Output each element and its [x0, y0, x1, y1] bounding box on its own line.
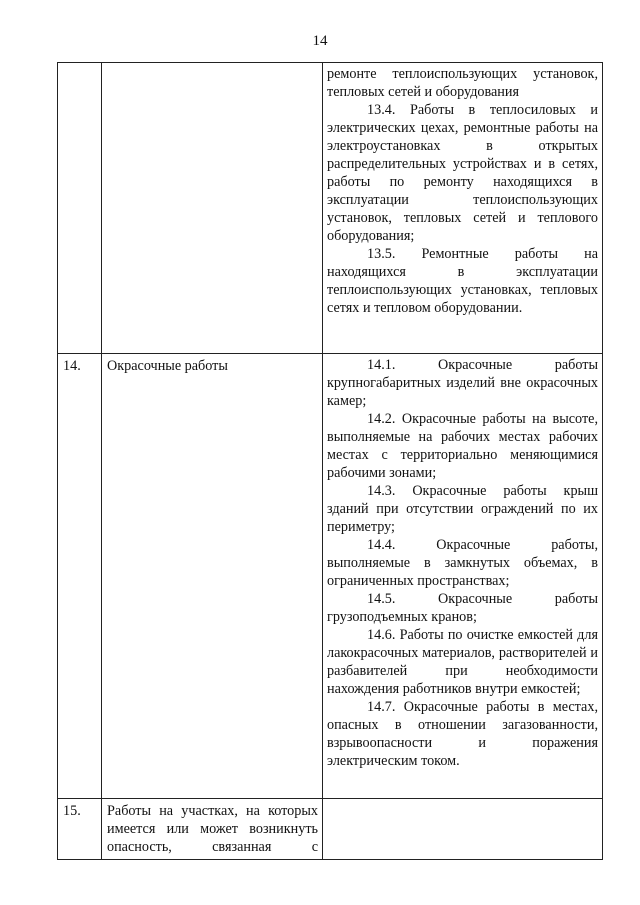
row-number: 14. — [58, 354, 102, 799]
description-paragraph: 14.2. Окрасочные работы на высоте, выполняемые на рабочих местах рабочих местах с территориально меняющимися рабочими зонами; — [327, 411, 598, 481]
description-paragraph: 14.5. Окрасочные работы грузоподъемных кранов; — [327, 591, 598, 625]
work-types-table — [57, 62, 603, 860]
description-paragraph: 14.7. Окрасочные работы в местах, опасных в отношении загазованности, взрывоопасности и поражения электрическим током. — [327, 699, 598, 769]
description-paragraph: 14.6. Работы по очистке емкостей для лакокрасочных материалов, растворителей и разбавителей при необходимости нахождения работников внутри емкостей; — [327, 627, 598, 697]
description-paragraph: 13.4. Работы в теплосиловых и электрических цехах, ремонтные работы на электроустановках в открытых распределительных устройствах и в сетях, работы по ремонту находящихся в эксплуатации теплоиспользующих установок, тепловых сетей и теплового оборудования; — [327, 102, 598, 244]
work-description — [323, 354, 603, 799]
description-paragraph: 13.5. Ремонтные работы на находящихся в эксплуатации теплоиспользующих установках, тепловых сетях и тепловом оборудовании. — [327, 246, 598, 316]
work-type-name: Окрасочные работы — [102, 354, 323, 799]
work-description — [323, 63, 603, 354]
page-number: 14 — [312, 33, 328, 49]
row-number: 15. — [58, 799, 102, 860]
table-row — [58, 799, 603, 860]
work-type-name: Работы на участках, на которых имеется или может возникнуть опасность, связанная с — [102, 799, 323, 860]
work-type-name — [102, 63, 323, 354]
table-row — [58, 63, 603, 354]
description-paragraph: 14.3. Окрасочные работы крыш зданий при отсутствии ограждений по их периметру; — [327, 483, 598, 535]
description-paragraph: 14.1. Окрасочные работы крупногабаритных изделий вне окрасочных камер; — [327, 357, 598, 409]
description-paragraph: 14.4. Окрасочные работы, выполняемые в замкнутых объемах, в ограниченных пространствах; — [327, 537, 598, 589]
table-row — [58, 354, 603, 799]
row-number — [58, 63, 102, 354]
work-description — [323, 799, 603, 860]
description-paragraph: ремонте теплоиспользующих установок, тепловых сетей и оборудования — [327, 66, 598, 100]
